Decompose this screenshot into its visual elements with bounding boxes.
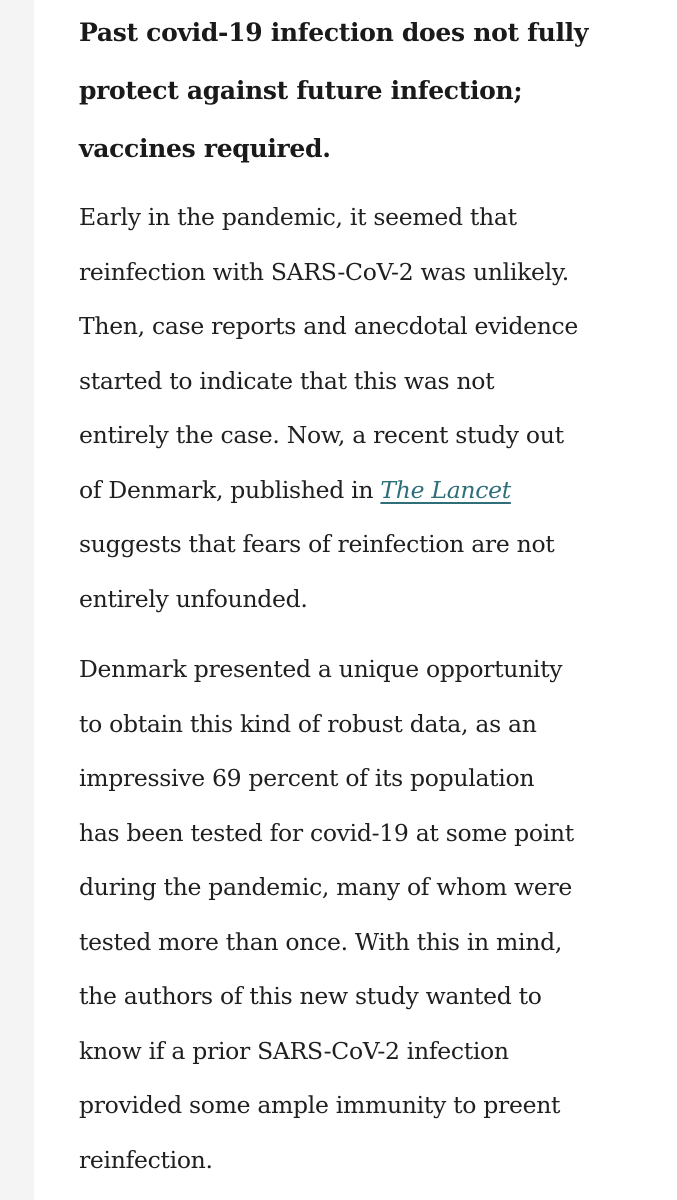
paragraph-line: Then, case reports and anecdotal evidence [79,312,578,340]
paragraph-line: to obtain this kind of robust data, as an [79,709,537,738]
paragraph-line: Early in the pandemic, it seemed that [79,203,517,231]
article-heading [79,0,657,178]
heading-line: protect against future infection; [79,76,523,105]
paragraph-2 [79,642,657,1187]
paragraph-line: entirely the case. Now, a recent study out [79,421,564,449]
heading-line: Past covid-19 infection does not fully [79,18,589,47]
paragraph-line: suggests that fears of reinfection are not [79,530,555,558]
paragraph-line: impressive 69 percent of its population [79,764,535,792]
paragraph-line: tested more than once. With this in mind, [79,927,563,956]
paragraph-line-prefix: of Denmark, published in [79,475,381,504]
paragraph-line: during the pandemic, many of whom were [79,873,572,901]
paragraph-line: entirely unfounded. [79,584,308,613]
heading-line: vaccines required. [79,134,331,163]
paragraph-1 [79,190,657,626]
paragraph-line: provided some ample immunity to preent [79,1091,561,1119]
article-card [34,0,677,1200]
paragraph-line: know if a prior SARS-CoV-2 infection [79,1036,509,1065]
paragraph-line: Denmark presented a unique opportunity [79,655,563,683]
paragraph-line: the authors of this new study wanted to [79,982,542,1010]
paragraph-line: started to indicate that this was not [79,366,495,395]
paragraph-line-with-link [79,463,657,518]
paragraph-line: reinfection. [79,1145,213,1174]
the-lancet-link[interactable]: The Lancet [380,475,511,504]
paragraph-line: reinfection with SARS-CoV-2 was unlikely. [79,257,569,286]
paragraph-line: has been tested for covid-19 at some point [79,818,574,847]
